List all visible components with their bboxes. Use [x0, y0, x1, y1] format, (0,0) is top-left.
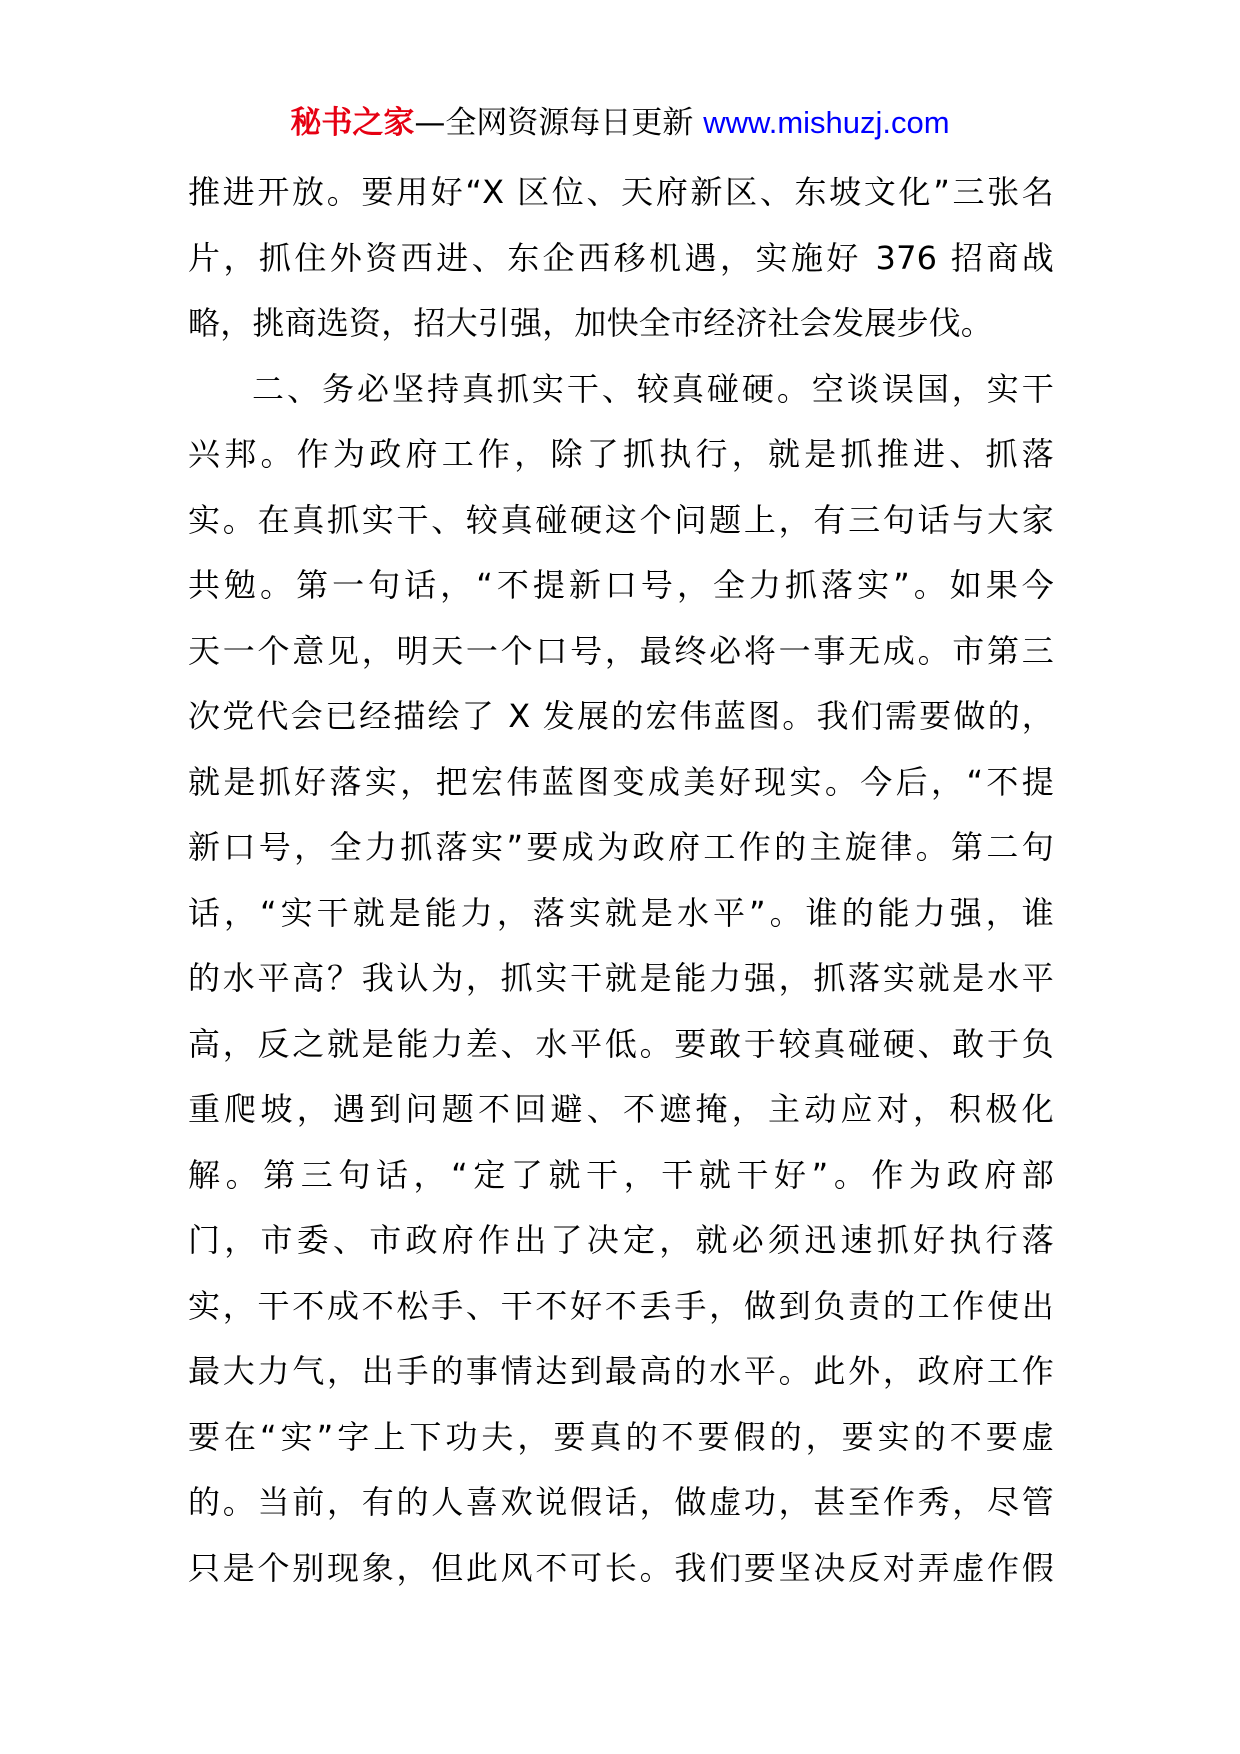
text-line: 推进开放。要用好“X 区位、天府新区、东坡文化”三张名 [188, 173, 1054, 211]
site-url-link[interactable]: www.mishuzj.com [703, 105, 950, 140]
paragraph-start-line: 二、务必坚持真抓实干、较真碰硬。空谈误国，实干 [252, 369, 1054, 408]
text-line: 实，干不成不松手、干不好不丢手，做到负责的工作使出 [188, 1286, 1054, 1325]
text-line: 次党代会已经描绘了 X 发展的宏伟蓝图。我们需要做的， [188, 697, 1054, 735]
text-line: 的。当前，有的人喜欢说假话，做虚功，甚至作秀，尽管 [188, 1483, 1054, 1521]
text-line: 兴邦。作为政府工作，除了抓执行，就是抓推进、抓落 [188, 435, 1054, 473]
text-line: 门，市委、市政府作出了决定，就必须迅速抓好执行落 [188, 1221, 1054, 1259]
text-line: 实。在真抓实干、较真碰硬这个问题上，有三句话与大家 [188, 500, 1054, 539]
text-line: 的水平高？我认为，抓实干就是能力强，抓落实就是水平 [188, 959, 1054, 997]
text-line: 话，“实干就是能力，落实就是水平”。谁的能力强，谁 [188, 893, 1054, 932]
text-line: 天一个意见，明天一个口号，最终必将一事无成。市第三 [188, 631, 1054, 670]
text-line: 片，抓住外资西进、东企西移机遇，实施好 376 招商战 [188, 238, 1054, 277]
text-line: 重爬坡，遇到问题不回避、不遮掩，主动应对，积极化 [188, 1090, 1054, 1128]
document-body [188, 160, 1054, 1601]
site-brand: 秘书之家 [290, 105, 415, 141]
text-line: 新口号，全力抓落实”要成为政府工作的主旋律。第二句 [188, 828, 1054, 866]
text-line: 共勉。第一句话，“不提新口号，全力抓落实”。如果今 [188, 566, 1054, 604]
site-tagline: —全网资源每日更新 [414, 105, 704, 141]
text-line: 就是抓好落实，把宏伟蓝图变成美好现实。今后，“不提 [188, 762, 1054, 801]
site-header [0, 100, 1240, 146]
text-line: 略，挑商选资，招大引强，加快全市经济社会发展步伐。 [188, 304, 994, 342]
text-line: 解。第三句话，“定了就干，干就干好”。作为政府部 [188, 1155, 1054, 1194]
text-line: 要在“实”字上下功夫，要真的不要假的，要实的不要虚 [188, 1417, 1054, 1456]
text-line: 高，反之就是能力差、水平低。要敢于较真碰硬、敢于负 [188, 1024, 1054, 1063]
text-line: 只是个别现象，但此风不可长。我们要坚决反对弄虚作假 [188, 1548, 1054, 1587]
text-line: 最大力气，出手的事情达到最高的水平。此外，政府工作 [188, 1352, 1054, 1390]
